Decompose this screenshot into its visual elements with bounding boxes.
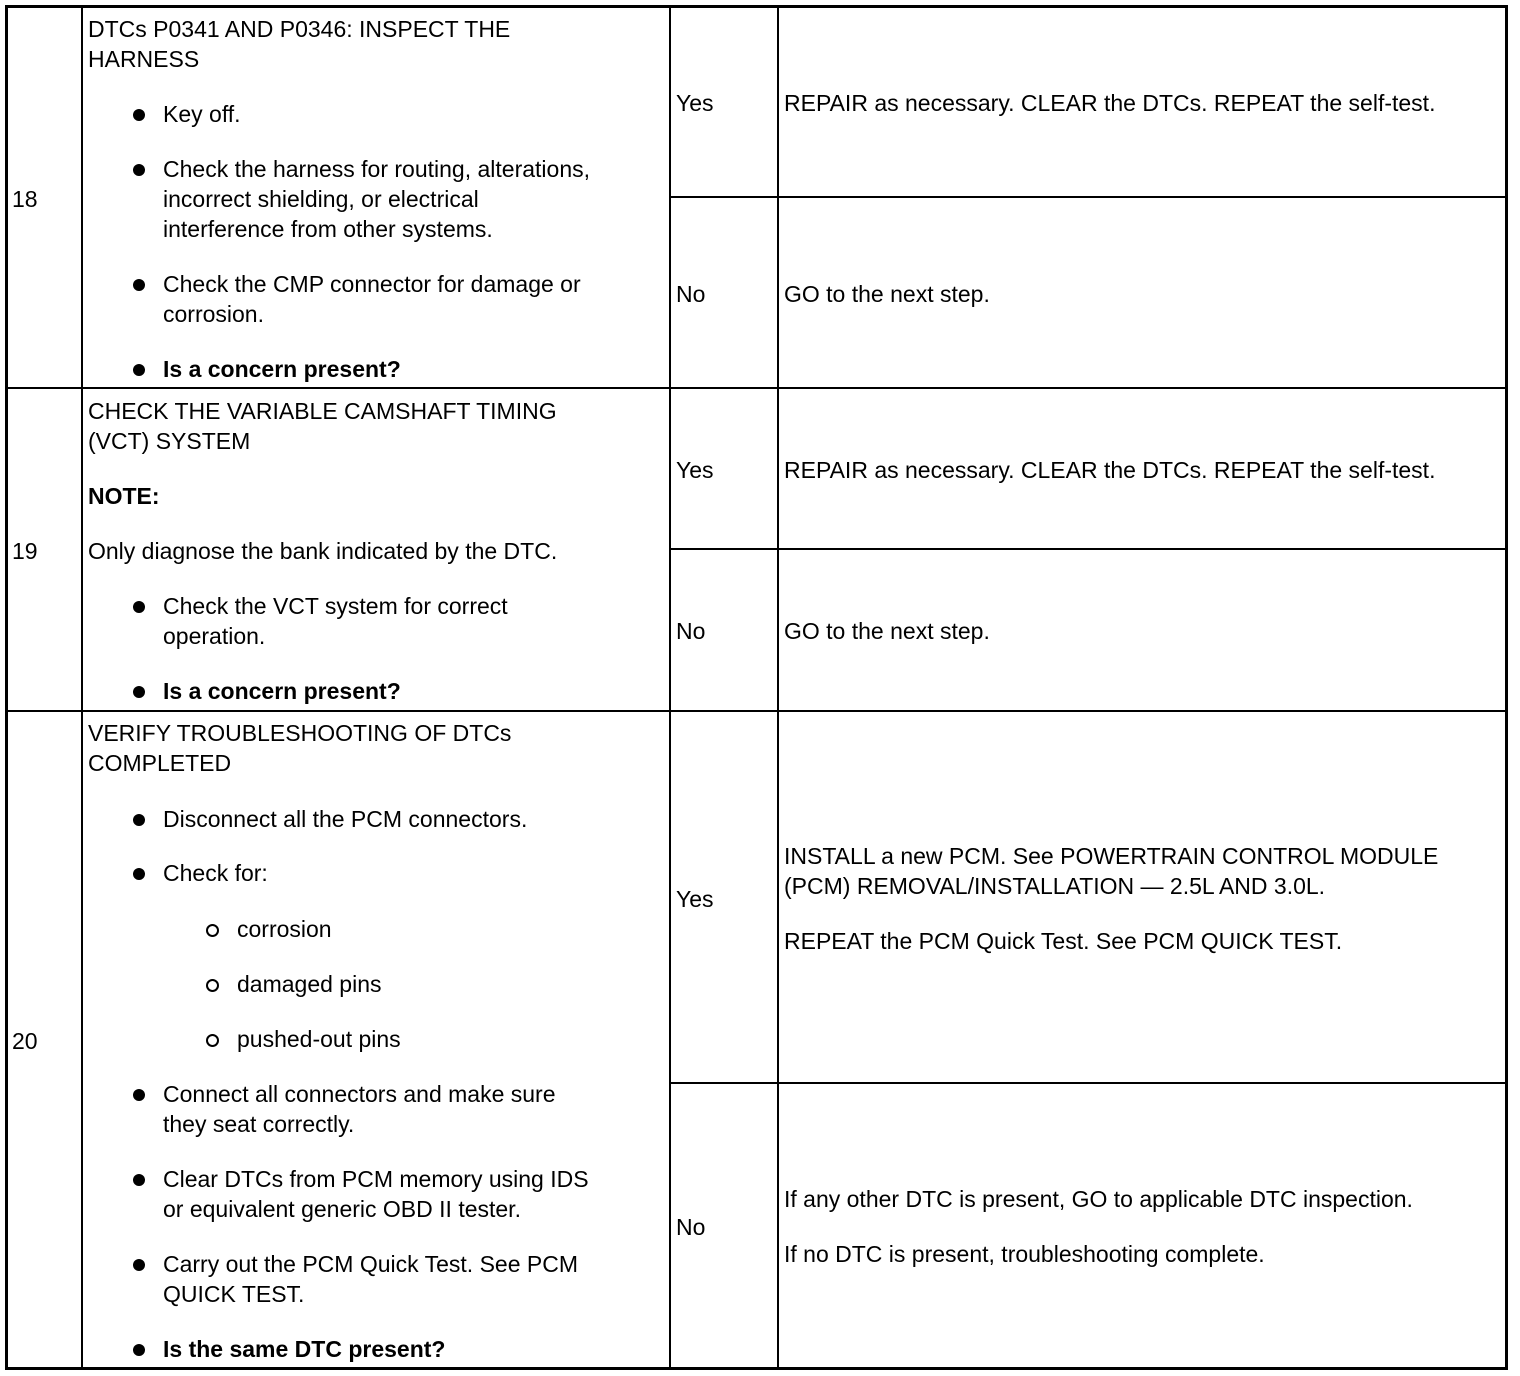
step-title: CHECK THE VARIABLE CAMSHAFT TIMING xyxy=(88,398,557,424)
bullet-icon xyxy=(133,686,145,698)
note-text: Only diagnose the bank indicated by the DTC. xyxy=(88,538,558,564)
yes-action: INSTALL a new PCM. See POWERTRAIN CONTROL MODULE xyxy=(784,843,1439,869)
sub-bullet-icon xyxy=(206,979,219,992)
step-question: Is a concern present? xyxy=(163,678,401,704)
no-label: No xyxy=(676,618,706,644)
no-action: If any other DTC is present, GO to applicable DTC inspection. xyxy=(784,1186,1413,1212)
bullet-icon xyxy=(133,279,145,291)
step-title: COMPLETED xyxy=(88,750,232,776)
row-divider xyxy=(7,387,1507,389)
sub-bullet-text: corrosion xyxy=(237,916,332,942)
sub-bullet-icon xyxy=(206,1034,219,1047)
bullet-text: Check the CMP connector for damage or xyxy=(163,271,581,297)
sub-bullet-icon xyxy=(206,924,219,937)
step-title: VERIFY TROUBLESHOOTING OF DTCs xyxy=(88,720,512,746)
sub-bullet-text: damaged pins xyxy=(237,971,382,997)
step-question: Is the same DTC present? xyxy=(163,1336,446,1362)
bullet-text: Clear DTCs from PCM memory using IDS xyxy=(163,1166,589,1192)
step-title: HARNESS xyxy=(88,46,200,72)
bullet-text: Check the VCT system for correct xyxy=(163,593,508,619)
step-question: Is a concern present? xyxy=(163,356,401,382)
bullet-text: QUICK TEST. xyxy=(163,1281,305,1307)
step-title: DTCs P0341 AND P0346: INSPECT THE xyxy=(88,16,511,42)
yes-label: Yes xyxy=(676,886,714,912)
yes-action: REPAIR as necessary. CLEAR the DTCs. REPEAT the self-test. xyxy=(784,457,1436,483)
column-divider xyxy=(669,7,671,1368)
bullet-text: corrosion. xyxy=(163,301,264,327)
bullet-text: interference from other systems. xyxy=(163,216,493,242)
bullet-icon xyxy=(133,164,145,176)
no-label: No xyxy=(676,1214,706,1240)
bullet-text: or equivalent generic OBD II tester. xyxy=(163,1196,521,1222)
bullet-text: Key off. xyxy=(163,101,241,127)
step-number: 20 xyxy=(12,1028,38,1054)
step-number: 18 xyxy=(12,186,38,212)
bullet-text: Connect all connectors and make sure xyxy=(163,1081,556,1107)
yes-action: REPEAT the PCM Quick Test. See PCM QUICK TEST. xyxy=(784,928,1343,954)
step-title: (VCT) SYSTEM xyxy=(88,428,251,454)
no-action: If no DTC is present, troubleshooting complete. xyxy=(784,1241,1265,1267)
bullet-icon xyxy=(133,109,145,121)
yes-no-divider xyxy=(671,196,1507,198)
bullet-text: they seat correctly. xyxy=(163,1111,355,1137)
bullet-icon xyxy=(133,814,145,826)
yes-no-divider xyxy=(671,1082,1507,1084)
column-divider xyxy=(81,7,83,1368)
yes-label: Yes xyxy=(676,457,714,483)
bullet-icon xyxy=(133,1089,145,1101)
bullet-icon xyxy=(133,1344,145,1356)
yes-action: REPAIR as necessary. CLEAR the DTCs. REPEAT the self-test. xyxy=(784,90,1436,116)
column-divider xyxy=(777,7,779,1368)
bullet-text: Check for: xyxy=(163,860,268,886)
no-action: GO to the next step. xyxy=(784,618,990,644)
row-divider xyxy=(7,710,1507,712)
no-label: No xyxy=(676,281,706,307)
bullet-icon xyxy=(133,1259,145,1271)
bullet-text: Carry out the PCM Quick Test. See PCM xyxy=(163,1251,578,1277)
no-action: GO to the next step. xyxy=(784,281,990,307)
bullet-text: Check the harness for routing, alterations, xyxy=(163,156,591,182)
step-number: 19 xyxy=(12,538,38,564)
note-label: NOTE: xyxy=(88,483,160,509)
bullet-icon xyxy=(133,364,145,376)
bullet-text: Disconnect all the PCM connectors. xyxy=(163,806,528,832)
bullet-icon xyxy=(133,601,145,613)
bullet-icon xyxy=(133,1174,145,1186)
yes-no-divider xyxy=(671,548,1507,550)
yes-action: (PCM) REMOVAL/INSTALLATION — 2.5L AND 3.0L. xyxy=(784,873,1326,899)
sub-bullet-text: pushed-out pins xyxy=(237,1026,401,1052)
bullet-text: incorrect shielding, or electrical xyxy=(163,186,479,212)
bullet-text: operation. xyxy=(163,623,266,649)
yes-label: Yes xyxy=(676,90,714,116)
bullet-icon xyxy=(133,868,145,880)
